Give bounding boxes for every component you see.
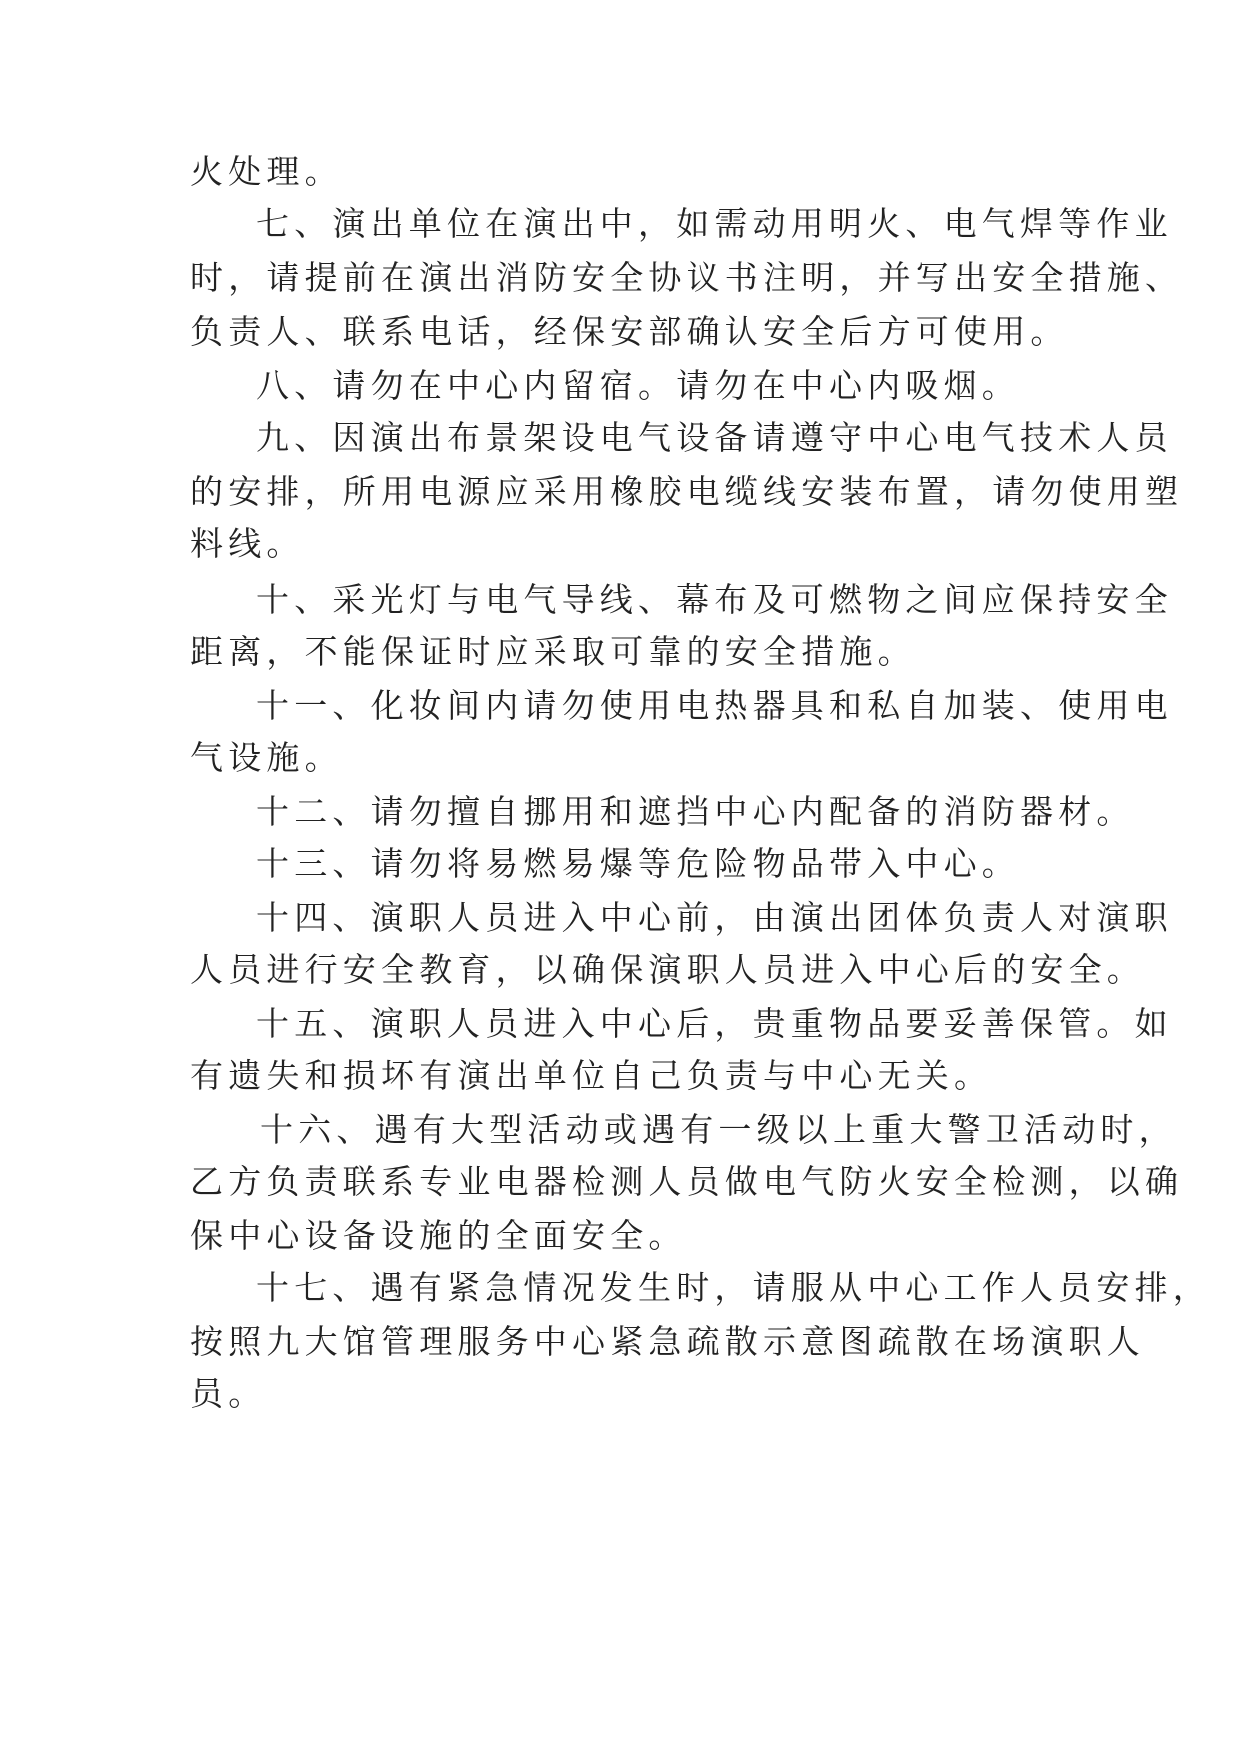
text-line: 按照九大馆管理服务中心紧急疏散示意图疏散在场演职人 <box>190 1322 1145 1361</box>
text-line: 九、因演出布景架设电气设备请遵守中心电气技术人员 <box>256 418 1173 457</box>
text-line: 保中心设备设施的全面安全。 <box>190 1216 687 1255</box>
text-line: 十四、演职人员进入中心前，由演出团体负责人对演职 <box>256 898 1173 937</box>
text-line: 十二、请勿擅自挪用和遮挡中心内配备的消防器材。 <box>256 792 1135 831</box>
text-line: 十五、演职人员进入中心后，贵重物品要妥善保管。如 <box>256 1004 1173 1043</box>
text-line: 负责人、联系电话，经保安部确认安全后方可使用。 <box>190 312 1069 351</box>
text-line: 乙方负责联系专业电器检测人员做电气防火安全检测，以确 <box>190 1162 1184 1201</box>
text-line: 气设施。 <box>190 738 343 777</box>
text-line: 十、采光灯与电气导线、幕布及可燃物之间应保持安全 <box>256 580 1173 619</box>
text-line: 十三、请勿将易燃易爆等危险物品带入中心。 <box>256 844 1020 883</box>
text-line: 十六、遇有大型活动或遇有一级以上重大警卫活动时， <box>260 1110 1177 1149</box>
text-line: 员。 <box>190 1374 267 1413</box>
text-line: 八、请勿在中心内留宿。请勿在中心内吸烟。 <box>256 366 1020 405</box>
text-line: 的安排，所用电源应采用橡胶电缆线安装布置，请勿使用塑 <box>190 472 1184 511</box>
text-line: 火处理。 <box>190 152 343 191</box>
text-line: 人员进行安全教育，以确保演职人员进入中心后的安全。 <box>190 950 1145 989</box>
text-line: 有遗失和损坏有演出单位自己负责与中心无关。 <box>190 1056 993 1095</box>
text-line: 料线。 <box>190 524 305 563</box>
text-line: 距离，不能保证时应采取可靠的安全措施。 <box>190 632 916 671</box>
text-line: 十七、遇有紧急情况发生时，请服从中心工作人员安排， <box>256 1268 1211 1307</box>
text-line: 时，请提前在演出消防安全协议书注明，并写出安全措施、 <box>190 258 1184 297</box>
text-line: 七、演出单位在演出中，如需动用明火、电气焊等作业 <box>256 204 1173 243</box>
text-line: 十一、化妆间内请勿使用电热器具和私自加装、使用电 <box>256 686 1173 725</box>
